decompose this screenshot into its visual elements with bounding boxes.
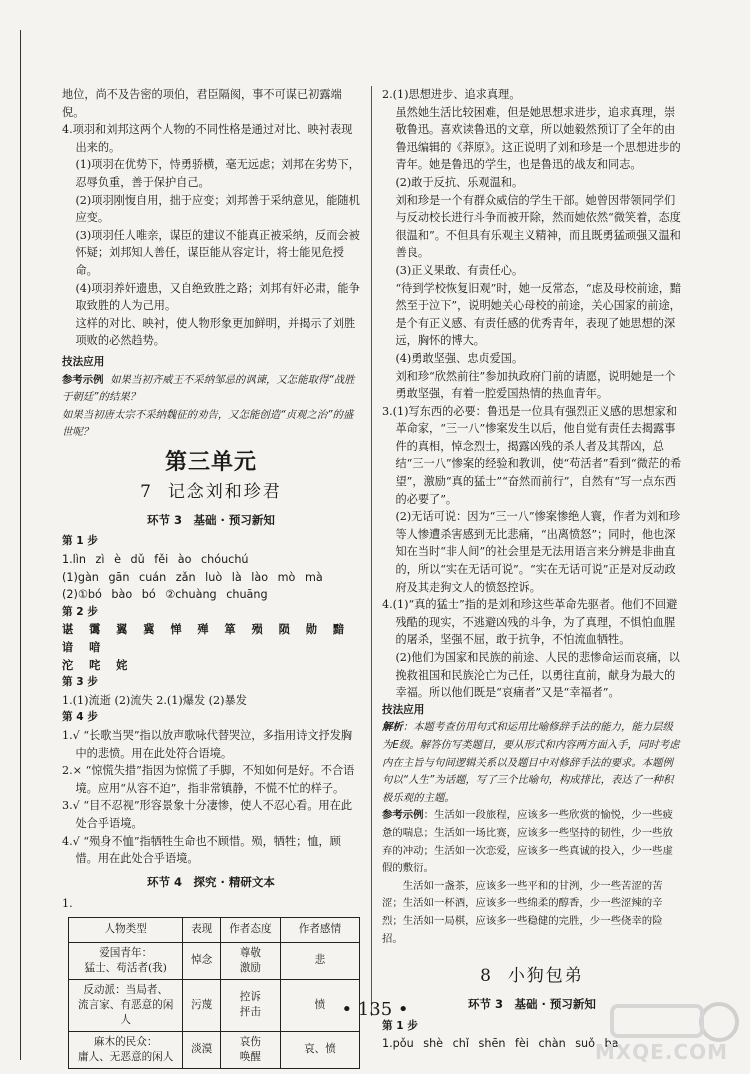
character-list: 谌 霭 翼 冀 惮 殚 箪 殒 陨 勋 黯 谙 喑 <box>62 622 351 655</box>
page-number: • 135 • <box>341 999 409 1020</box>
paragraph: (3)项羽任人唯亲，谋臣的建议不能真正被采纳，反而会被怀疑；刘邦知人善任，谋臣能从容定计，将士能见危授命。 <box>75 228 360 277</box>
answer-item: 3.√ “目不忍视”形容景象十分凄惨，使人不忍心看。用在此处合乎语境。 <box>62 799 353 830</box>
table-header: 作者态度 <box>220 917 280 942</box>
reference-example: 参考示例 如果当初齐威王不采纳邹忌的讽谏，又怎能取得“战胜于朝廷”的结果？ <box>62 373 355 404</box>
table-cell: 控诉 抨击 <box>220 979 280 1031</box>
paragraph: 刘和珍“欣然前往”参加执政府门前的请愿，说明她是一个勇敢坚强，有着一腔爱国热情的热血青年。 <box>395 369 676 401</box>
paragraph: (2)敢于反抗、乐观温和。 <box>395 175 524 189</box>
step-label: 第 4 步 <box>62 711 98 724</box>
character-table <box>68 917 360 1069</box>
reference-label: 参考示例 <box>62 373 104 386</box>
binding-rule <box>20 30 21 1060</box>
paragraph: (1)项羽在优势下，恃勇骄横，毫无远虑；刘邦在劣势下，忍辱负重，善于保护自己。 <box>75 158 360 189</box>
answer-item: 4.√ “殒身不恤”指牺牲生命也不顾惜。殒，牺牲；恤，顾惜。用在此处合乎语境。 <box>62 834 341 866</box>
reference-example-2: 生活如一盏茶，应该多一些平和的甘洌，少一些苦涩的苦涩；生活如一杯酒，应该多一些绵柔的醇香，少一些涩辣的辛烈；生活如一局棋，应该多一些稳健的完胜，少一些侥幸的险招。 <box>382 879 663 945</box>
step-label: 第 3 步 <box>62 676 98 689</box>
paragraph: (4)项羽养奸遗患，又自绝致胜之路；刘邦有奸必肃，能争取致胜的人为己用。 <box>75 281 360 313</box>
watermark-text: MXQE.COM <box>594 1040 728 1065</box>
step-label: 第 1 步 <box>62 535 98 548</box>
table-cell: 反动派：当局者、 流言家、有恶意的闲人 <box>69 979 183 1031</box>
table-cell: 悲 <box>280 942 359 979</box>
table-header: 人物类型 <box>69 917 183 942</box>
table-cell: 淡漠 <box>183 1031 221 1068</box>
watermark-logo <box>594 998 742 1068</box>
reference-label: 参考示例 <box>382 809 424 822</box>
paragraph: (2)无话可说：因为“三一八”惨案惨绝人寰，作者为刘和珍等人惨遭杀害感到无比悲痛，“出离愤怒”；同时，他也深知在当时“非人间”的社会里是无法用语言来分辨是非曲直的，所以“实在无话可说”。“实在无话可说”正是对反动政府及其走狗文人的愤怒控诉。 <box>395 510 681 594</box>
table-cell: 爱国青年： 猛士、苟活者(我) <box>69 942 183 979</box>
table-cell: 尊敬 激励 <box>220 942 280 979</box>
table-cell: 悼念 <box>183 942 221 979</box>
paragraph: 4.项羽和刘邦这两个人物的不同性格是通过对比、映衬表现出来的。 <box>62 123 353 154</box>
lesson-title: 7 记念刘和珍君 <box>140 481 282 502</box>
paragraph: 虽然她生活比较困难，但是她思想求进步，追求真理，崇敬鲁迅。喜欢读鲁迅的文章，所以她毅然预订了全年的由鲁迅编辑的《莽原》。这正说明了刘和珍是一个思想进步的青年。她是鲁迅的学生，也是鲁迅的战友和同志。 <box>395 105 681 172</box>
skill-heading: 技法应用 <box>382 703 425 716</box>
table-cell: 哀、愤 <box>280 1031 359 1068</box>
left-column <box>62 86 360 1069</box>
column-divider <box>371 86 372 1016</box>
table-row <box>69 1031 360 1068</box>
section-heading: 环节 3 基础 · 预习新知 <box>147 512 275 527</box>
table-header-row <box>69 917 360 942</box>
right-column <box>382 86 682 1053</box>
paragraph: 4.(1)“真的猛士”指的是刘和珍这些革命先驱者。他们不回避残酷的现实，不逃避凶残的斗争，为了真理，不惧怕血腥的屠杀，坚强不屈，敢于抗争，不怕流血牺牲。 <box>382 598 678 647</box>
analysis-label: 解析 <box>382 721 403 734</box>
reference-example-2: 如果当初唐太宗不采纳魏征的劝告，又怎能创造“贞观之治”的盛世呢？ <box>62 408 354 439</box>
paragraph: (3)正义果敢、有责任心。 <box>395 263 524 277</box>
paragraph: (2)项羽刚愎自用，拙于应变；刘邦善于采纳意见，能随机应变。 <box>75 193 360 225</box>
table-header: 表现 <box>183 917 221 942</box>
unit-title: 第三单元 <box>164 448 257 475</box>
lesson-title: 8 小狗包弟 <box>480 966 584 987</box>
table-cell: 愤 <box>280 979 359 1031</box>
pinyin-line: (1)gàn gān cuán zǎn luò là lào mò mà <box>62 570 323 584</box>
pinyin-line: 1.lìn zì è dǔ fěi ào chóuchú <box>62 553 249 567</box>
answer-item: 1.√ “长歌当哭”指以放声歌咏代替哭泣，多指用诗文抒发胸中的悲愤。用在此处符合语境。 <box>62 729 353 760</box>
skill-heading: 技法应用 <box>62 355 105 368</box>
paragraph: 地位，尚不及告密的项伯，君臣隔阂，事不可谋已初露端倪。 <box>62 88 342 119</box>
question-number: 1. <box>62 897 73 911</box>
table-row <box>69 942 360 979</box>
paragraph: (2)他们为国家和民族的前途、人民的悲惨命运而哀痛，以挽救祖国和民族沦亡为己任，以勇往直前，献身为最大的幸福。所以他们既是“哀痛者”又是“幸福者”。 <box>395 651 680 700</box>
table-cell: 麻木的民众： 庸人、无恶意的闲人 <box>69 1031 183 1068</box>
table-cell: 污蔑 <box>183 979 221 1031</box>
reference-example: 参考示例：生活如一段旅程，应该多一些欣赏的愉悦，少一些疲惫的喘息；生活如一场比赛，应该多一些坚持的韧性，少一些放弃的冲动；生活如一次恋爱，应该多一些真诚的投入，少一些虚假的敷衍。 <box>382 809 673 875</box>
paragraph: 2.(1)思想进步、追求真理。 <box>382 88 521 101</box>
answer-item: 2.× “惊慌失措”指因为惊慌了手脚，不知如何是好。不合语境。应用“从容不迫”，指非常镇静，不慌不忙的样子。 <box>62 764 355 795</box>
step-label: 第 2 步 <box>62 605 98 618</box>
table-header: 作者感情 <box>280 917 359 942</box>
paragraph: “待到学校恢复旧观”时，她一反常态，“虑及母校前途，黯然至于泣下”，说明她关心母校的前途，关心国家的前途，是个有正义感、有责任感的优秀青年，表现了她思想的深远，胸怀的博大。 <box>395 281 682 348</box>
section-heading: 环节 4 探究 · 精研文本 <box>147 874 275 889</box>
paragraph: 刘和珍是一个有群众威信的学生干部。她曾因带领同学们与反动校长进行斗争而被开除，然而她依然“微笑着，态度很温和”。不但具有乐观主义精神，而且既勇猛顽强又温和善良。 <box>395 193 681 260</box>
answer-line: 1.(1)流逝 (2)流失 2.(1)爆发 (2)暴发 <box>62 693 247 707</box>
table-cell: 哀伤 唤醒 <box>220 1031 280 1068</box>
paragraph: (4)勇敢坚强、忠贞爱国。 <box>395 351 524 365</box>
pinyin-line: (2)①bó bào bó ②chuàng chuāng <box>62 588 268 602</box>
paragraph: 这样的对比、映衬，使人物形象更加鲜明，并揭示了刘胜项败的必然趋势。 <box>75 316 356 348</box>
character-list: 沱 咤 姹 <box>62 657 134 672</box>
pinyin-line: 1.pǒu shè chǐ shēn fèi chàn suǒ ba <box>382 1037 619 1051</box>
section-heading: 环节 3 基础 · 预习新知 <box>468 997 596 1012</box>
paragraph: 3.(1)写东西的必要：鲁迅是一位具有强烈正义感的思想家和革命家，“三一八”惨案发生以后，他自觉有责任去揭露事件的真相，悼念烈士，揭露凶残的杀人者及其帮凶，总结“三一八”惨案的经验和教训，使“苟活者”看到“微茫的希望”，激励“真的猛士”“奋然而前行”，自然有“写一点东西的必要了”。 <box>382 404 682 506</box>
step-label: 第 1 步 <box>382 1019 418 1032</box>
analysis: 解析：本题考查仿用句式和运用比喻修辞手法的能力，能力层级为E级。解答仿写类题目，要从形式和内容两方面入手，同时考虑内在主旨与句间逻辑关系以及题目中对修辞手法的要求。本题例句以“人生”为话题，写了三个比喻句，构成排比，表达了一种积极乐观的主题。 <box>382 721 680 804</box>
